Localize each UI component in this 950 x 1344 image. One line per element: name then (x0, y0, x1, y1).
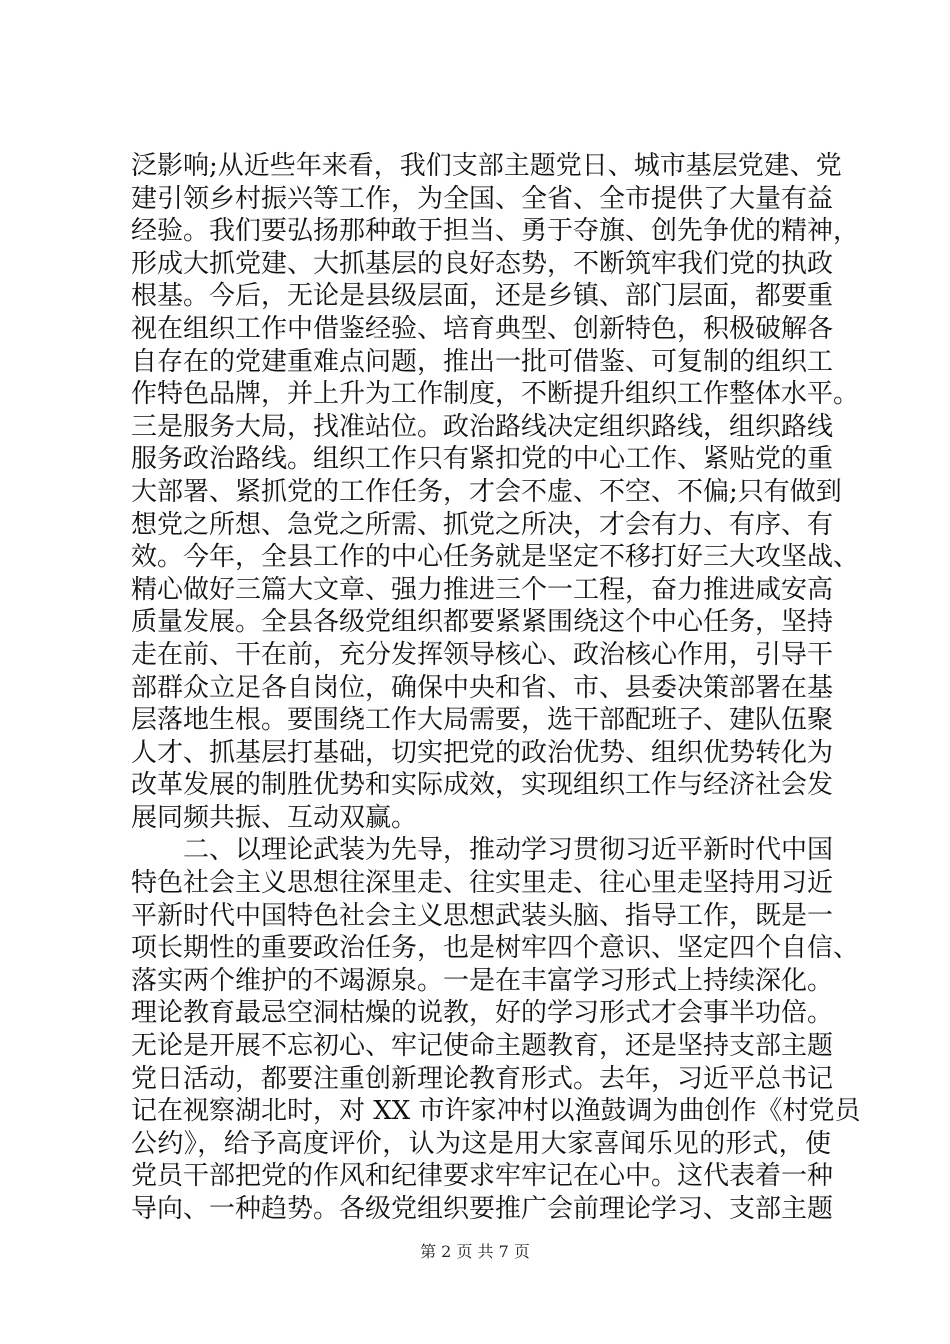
text-line: 人才、抓基层打基础，切实把党的政治优势、组织优势转化为 (131, 737, 834, 768)
text-line: 质量发展。全县各级党组织都要紧紧围绕这个中心任务，坚持 (131, 607, 834, 638)
text-line: 党员干部把党的作风和纪律要求牢牢记在心中。这代表着一种 (131, 1161, 834, 1192)
text-line: 泛影响;从近些年来看，我们支部主题党日、城市基层党建、党 (131, 151, 842, 181)
text-line: 视在组织工作中借鉴经验、培育典型、创新特色，积极破解各 (131, 313, 834, 344)
text-line: 平新时代中国特色社会主义思想武装头脑、指导工作，既是一 (131, 900, 834, 931)
text-line: 三是服务大局，找准站位。政治路线决定组织路线，组织路线 (131, 411, 834, 442)
text-line: 服务政治路线。组织工作只有紧扣党的中心工作、紧贴党的重 (131, 444, 834, 475)
text-line: 效。今年，全县工作的中心任务就是坚定不移打好三大攻坚战、 (131, 542, 860, 573)
text-line: 层落地生根。要围绕工作大局需要，选干部配班子、建队伍聚 (131, 705, 834, 736)
text-line: 展同频共振、互动双赢。 (131, 802, 418, 833)
text-line: 经验。我们要弘扬那种敢于担当、勇于夺旗、创先争优的精神， (131, 216, 860, 247)
document-body (131, 150, 861, 1226)
text-line: 落实两个维护的不竭源泉。一是在丰富学习形式上持续深化。 (131, 965, 834, 996)
text-line: 记在视察湖北时，对 XX 市许家冲村以渔鼓调为曲创作《村党员 (131, 1096, 861, 1127)
text-line: 公约》，给予高度评价，认为这是用大家喜闻乐见的形式，使 (131, 1128, 831, 1159)
text-line: 无论是开展不忘初心、牢记使命主题教育，还是坚持支部主题 (131, 1031, 834, 1062)
text-line: 根基。今后，无论是县级层面，还是乡镇、部门层面，都要重 (131, 281, 834, 312)
text-line: 项长期性的重要政治任务，也是树牢四个意识、坚定四个自信、 (131, 933, 860, 964)
text-line: 理论教育最忌空洞枯燥的说教，好的学习形式才会事半功倍。 (131, 998, 834, 1029)
text-line: 作特色品牌，并上升为工作制度，不断提升组织工作整体水平。 (131, 379, 860, 410)
text-line: 形成大抓党建、大抓基层的良好态势，不断筑牢我们党的执政 (131, 248, 834, 279)
text-line: 精心做好三篇大文章、强力推进三个一工程，奋力推进咸安高 (131, 574, 834, 605)
text-line: 走在前、干在前，充分发挥领导核心、政治核心作用，引导干 (131, 639, 834, 670)
text-line: 大部署、紧抓党的工作任务，才会不虚、不空、不偏;只有做到 (131, 476, 842, 507)
text-line: 党日活动，都要注重创新理论教育形式。去年，习近平总书记 (131, 1063, 834, 1094)
text-line: 自存在的党建重难点问题，推出一批可借鉴、可复制的组织工 (131, 346, 834, 377)
text-line: 改革发展的制胜优势和实际成效，实现组织工作与经济社会发 (131, 770, 834, 801)
text-line: 建引领乡村振兴等工作，为全国、全省、全市提供了大量有益 (131, 183, 834, 214)
text-line: 部群众立足各自岗位，确保中央和省、市、县委决策部署在基 (131, 672, 834, 703)
page-footer: 第 2 页 共 7 页 (420, 1242, 530, 1261)
text-line: 特色社会主义思想往深里走、往实里走、往心里走坚持用习近 (131, 868, 834, 899)
text-line: 二、以理论武装为先导，推动学习贯彻习近平新时代中国 (131, 835, 834, 866)
text-line: 想党之所想、急党之所需、抓党之所决，才会有力、有序、有 (131, 509, 834, 540)
text-line: 导向、一种趋势。各级党组织要推广会前理论学习、支部主题 (131, 1194, 834, 1224)
